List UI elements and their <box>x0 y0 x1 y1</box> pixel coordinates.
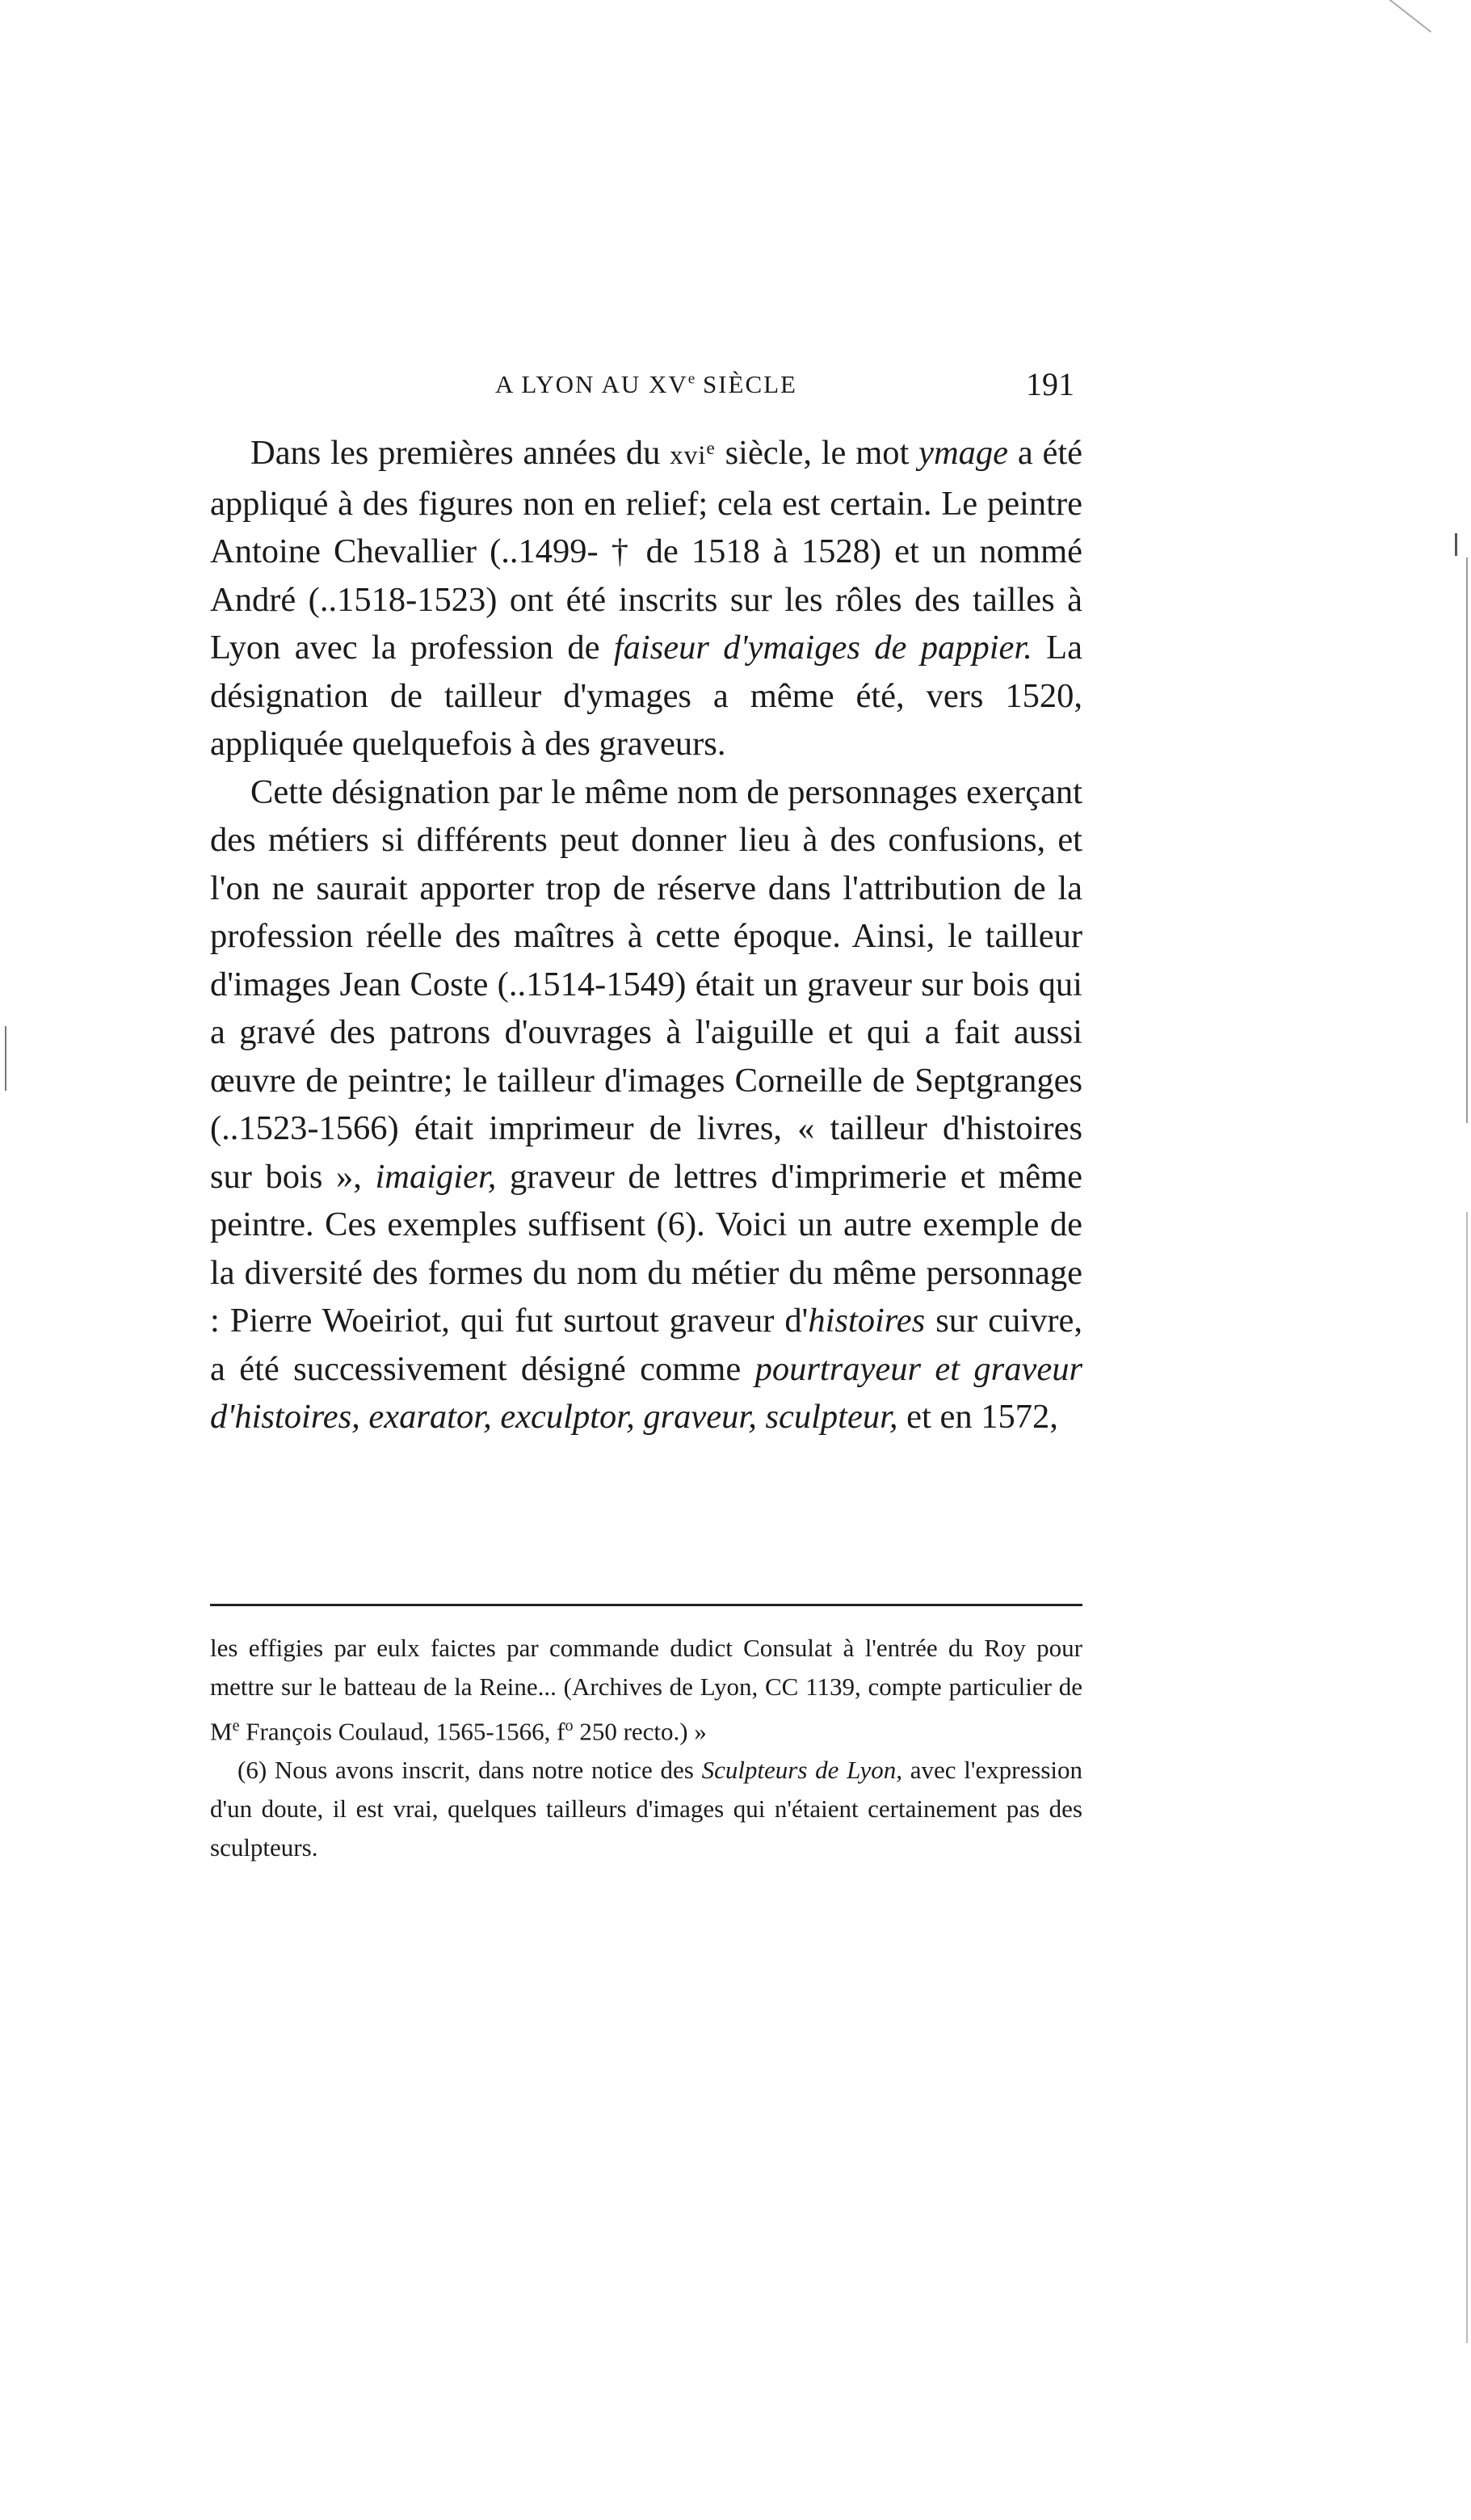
text-run: 250 recto.) » <box>573 1717 707 1746</box>
running-title-text: A LYON AU XV <box>494 370 688 398</box>
running-head <box>210 365 1082 410</box>
running-title <box>210 370 1082 399</box>
italic-term: imaigier, <box>375 1157 497 1196</box>
scan-edge-mark <box>1455 533 1457 556</box>
page-number: 191 <box>1026 366 1074 402</box>
superscript: o <box>565 1717 574 1735</box>
footnote-separator <box>210 1604 1082 1606</box>
text-run: sur cuivre, a été successivement désigné comme <box>210 1302 1082 1388</box>
paragraph-2 <box>210 768 1082 1441</box>
text-run: Dans les premières années du <box>250 434 670 473</box>
text-run: et en 1572, <box>897 1398 1058 1437</box>
footnotes <box>210 1629 1082 1867</box>
text-run: a été appliqué à des figures non en relief; cela est certain. Le peintre Antoine Chevallier (..1499- † de 1518 à 1528) et un nommé André (..1518-1523) ont été inscrits sur les rôles des tailles à Lyon avec la profession de <box>210 434 1082 667</box>
text-run: siècle, le mot <box>715 434 919 473</box>
footnote-continued <box>210 1629 1082 1751</box>
italic-term: histoires <box>808 1302 926 1340</box>
century-small-caps <box>670 440 716 470</box>
text-run: Cette désignation par le même nom de personnages exerçant des métiers si différents peut donner lieu à des confusions, et l'on ne saurait apporter trop de réserve dans l'attribution de la profession réelle des maîtres à cette époque. Ainsi, le tailleur d'images Jean Coste (..1514-1549) était un graveur sur bois qui a gravé des patrons d'ouvrages à l'aiguille et qui a fait aussi œuvre de peintre; le tailleur d'images Corneille de Septgranges (..1523-1566) était imprimeur de livres, « tailleur d'histoires sur bois », <box>210 772 1082 1196</box>
italic-term: Sculpteurs de Lyon, <box>701 1756 902 1785</box>
running-title-superscript: e <box>687 370 696 388</box>
text-run: François Coulaud, 1565-1566, f <box>239 1717 565 1746</box>
scan-edge-mark <box>1466 557 1468 1123</box>
superscript: e <box>232 1717 240 1735</box>
text-run: (6) Nous avons inscrit, dans notre notice des <box>237 1756 702 1785</box>
superscript: e <box>706 438 716 459</box>
text-run: graveur de lettres d'imprimerie et même peintre. Ces exemples suffisent (6). Voici un autre exemple de la diversité des formes du nom du métier du même personnage : Pierre Woeiriot, qui fut surtout graveur d' <box>210 1157 1082 1340</box>
running-title-suffix: SIÈCLE <box>695 370 797 398</box>
italic-term: ymage <box>918 434 1009 473</box>
scan-edge-mark <box>5 1026 6 1091</box>
scan-edge-mark <box>1380 0 1431 32</box>
text-run: xvi <box>670 440 707 471</box>
italic-term: faiseur d'ymaiges de pappier. <box>613 629 1032 667</box>
footnote-6 <box>210 1751 1082 1867</box>
text-run: La désignation de tailleur d'ymages a même été, vers 1520, appliquée quelquefois à des graveurs. <box>210 629 1083 764</box>
scan-edge-mark <box>1466 1212 1468 2343</box>
text-run: les effigies par eulx faictes par commande dudict Consulat à l'entrée du Roy pour mettre sur le batteau de la Reine... (Archives de Lyon, CC 1139, compte particulier de M <box>210 1634 1082 1746</box>
body-text <box>210 425 1082 1441</box>
text-run: avec l'expression d'un doute, il est vrai, quelques tailleurs d'images qui n'étaient certainement pas des sculpteurs. <box>210 1756 1082 1862</box>
paragraph-1 <box>210 425 1082 768</box>
italic-term: pourtrayeur et graveur d'histoires, exarator, exculptor, graveur, sculpteur, <box>210 1349 1082 1437</box>
